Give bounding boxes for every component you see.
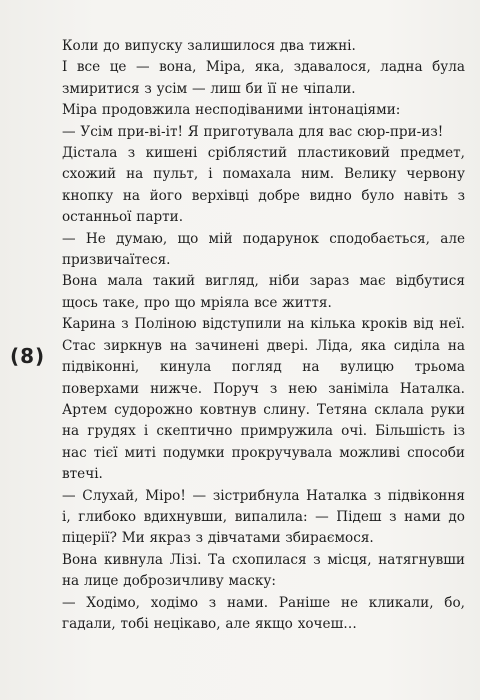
text-body <box>62 36 465 635</box>
paragraph: Міра продовжила несподіваними інтонаціями: <box>62 102 401 119</box>
paragraph: — Усім при-ві-іт! Я приготувала для вас сюр-при-из! <box>62 123 444 140</box>
paragraph: Вона мала такий вигляд, ніби зараз має відбутися щось таке, про що мріяла все життя. <box>62 273 465 311</box>
paragraph: Карина з Поліною відступили на кілька кроків від неї. Стас зиркнув на зачинені двері. Ліда, яка сиділа на підвіконні, кинула погляд на вулицю трьома поверхами нижче. Поруч з нею заніміла Наталка. Артем судорожно ковтнув слину. Тетяна склала руки на грудях і скептично примружила очі. Більшість із нас тієї миті подумки прокручувала можливі способи втечі. <box>62 316 465 483</box>
margin-annotation: (8) <box>10 344 46 368</box>
paragraph: — Не думаю, що мій подарунок сподобається, але призвичаїтеся. <box>62 230 465 269</box>
paragraph: — Ходімо, ходімо з нами. Раніше не кликали, бо, гадали, тобі нецікаво, але якщо хочеш… <box>62 594 465 632</box>
paragraph: І все це — вона, Міра, яка, здавалося, ладна була змиритися з усім — лиш би її не чіпали. <box>62 59 465 97</box>
paragraph: Вона кивнула Лізі. Та схопилася з місця, натягнувши на лице доброзичливу маску: <box>62 551 465 590</box>
paragraph: — Слухай, Міро! — зістрибнула Наталка з підвіконня і, глибоко вдихнувши, випалила: — Підеш з нами до піцерії? Ми якраз з дівчатами збираємося. <box>62 487 465 547</box>
paragraph: Дістала з кишені сріблястий пластиковий предмет, схожий на пульт, і помахала ним. Велику червону кнопку на його верхівці добре видно було навіть з останньої парти. <box>62 145 465 226</box>
paragraph: Коли до випуску залишилося два тижні. <box>62 38 356 54</box>
